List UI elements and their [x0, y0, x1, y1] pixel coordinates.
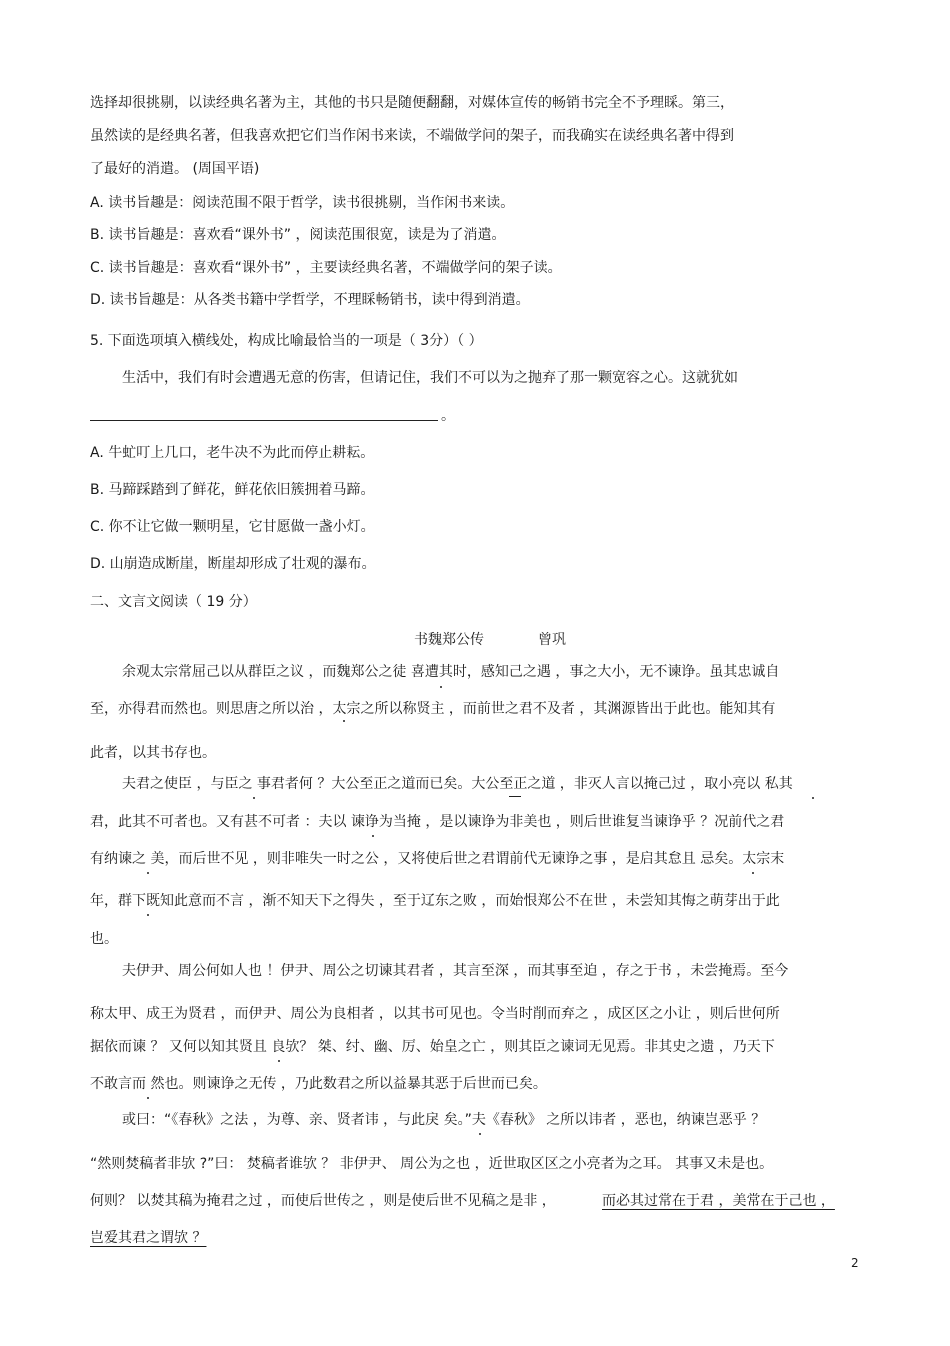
passage-line: 夫君之使臣 ，与臣之 事君者何 ？大公至正之道而已矣。大公至正之道 ，非灭人言以掩己过 ，取小亮以 私其	[122, 776, 793, 792]
passage-line: 至，亦得君而然也。则思唐之所以治 ，太宗之所以称贤主 ，而前世之君不及者 ，其渊源皆出于此也。能知其有	[90, 701, 776, 717]
underlined-sentence: 而必其过常在于君 ，美常在于己也 ，	[602, 1193, 835, 1209]
passage-line: 也。	[90, 931, 118, 947]
option-c: C. 你不让它做一颗明星，它甘愿做一盏小灯。	[90, 519, 375, 535]
option-a: A. 牛虻叮上几口，老牛决不为此而停止耕耘。	[90, 445, 375, 461]
underline-mark	[509, 796, 521, 797]
section-heading: 二、文言文阅读（ 19 分）	[90, 594, 257, 610]
emphasis-dot	[440, 686, 442, 688]
underlined-sentence: 岂爱其君之谓欤 ？	[90, 1230, 207, 1246]
question-passage: 生活中，我们有时会遭遇无意的伤害，但请记住，我们不可以为之抛弃了那一颗宽容之心。这就犹如	[122, 370, 738, 386]
passage-line: 选择却很挑剔，以读经典名著为主，其他的书只是随便翻翻，对媒体宣传的畅销书完全不予理睬。第三，	[90, 95, 734, 111]
passage-line: 了最好的消遣。 (周国平语)	[90, 161, 260, 177]
emphasis-dot	[812, 797, 814, 799]
passage-line: 君，此其不可者也。又有甚不可者 ：夫以 谏诤为当掩 ，是以谏诤为非美也 ，则后世谁复当谏诤乎 ？况前代之君	[90, 814, 785, 830]
blank-period: 。	[441, 408, 455, 424]
option-b: B. 马蹄踩踏到了鲜花，鲜花依旧簇拥着马蹄。	[90, 482, 375, 498]
emphasis-dot	[147, 914, 149, 916]
emphasis-dot	[479, 1133, 481, 1135]
passage-line: “然则焚稿者非欤 ?”曰： 焚稿者谁欤 ？ 非伊尹、 周公为之也 ，近世取区区之小亮者为之耳。 其事又未是也。	[90, 1156, 774, 1172]
passage-title: 书魏郑公传	[414, 632, 484, 648]
option-b: B. 读书旨趣是：喜欢看“课外书” ，阅读范围很宽，读是为了消遣。	[90, 227, 506, 243]
passage-line: 有纳谏之 美，而后世不见 ，则非唯失一时之公 ，又将使后世之君谓前代无谏诤之事 ，是启其怠且 忌矣。太宗末	[90, 851, 785, 867]
passage-line: 此者，以其书存也。	[90, 745, 216, 761]
passage-line: 据依而谏 ？ 又何以知其贤且 良欤？ 桀、纣、幽、厉、始皇之亡 ，则其臣之谏词无见焉。非其史之遗 ，乃天下	[90, 1039, 775, 1055]
option-c: C. 读书旨趣是：喜欢看“课外书” ，主要读经典名著，不端做学问的架子读。	[90, 260, 562, 276]
option-a: A. 读书旨趣是：阅读范围不限于哲学，读书很挑剔，当作闲书来读。	[90, 195, 515, 211]
emphasis-dot	[372, 835, 374, 837]
passage-line: 或曰：“《春秋》之法 ，为尊、亲、贤者讳 ，与此戾 矣。”夫《春秋》 之所以讳者 ，恶也，纳谏岂恶乎 ？	[122, 1112, 766, 1128]
option-d: D. 山崩造成断崖，断崖却形成了壮观的瀑布。	[90, 556, 376, 572]
passage-line: 夫伊尹、周公何如人也 ！伊尹、周公之切谏其君者 ，其言至深 ，而其事至迫 ，存之于书 ，未尝掩焉。至今	[122, 963, 789, 979]
emphasis-dot	[253, 797, 255, 799]
passage-line: 年，群下既知此意而不言 ，渐不知天下之得失 ，至于辽东之败 ，而始恨郑公不在世 ，未尝知其悔之萌芽出于此	[90, 893, 780, 909]
emphasis-dot	[343, 720, 345, 722]
option-d: D. 读书旨趣是：从各类书籍中学哲学，不理睬畅销书，读中得到消遣。	[90, 292, 530, 308]
emphasis-dot	[147, 872, 149, 874]
passage-line: 不敢言而 然也。则谏诤之无传 ，乃此数君之所以益暴其恶于后世而已矣。	[90, 1076, 547, 1092]
passage-line: 何则？ 以焚其稿为掩君之过 ，而使后世传之 ，则是使后世不见稿之是非 ，	[90, 1193, 556, 1209]
passage-line: 称太甲、成王为贤君 ，而伊尹、周公为良相者 ，以其书可见也。令当时削而弃之 ，成区区之小让 ，则后世何所	[90, 1006, 780, 1022]
answer-blank	[90, 420, 438, 421]
question-stem: 5. 下面选项填入横线处，构成比喻最恰当的一项是（ 3分）（ ）	[90, 333, 483, 349]
passage-author: 曾巩	[538, 632, 566, 648]
passage-line: 虽然读的是经典名著，但我喜欢把它们当作闲书来读，不端做学问的架子，而我确实在读经典名著中得到	[90, 128, 734, 144]
emphasis-dot	[278, 1060, 280, 1062]
passage-line: 余观太宗常屈己以从群臣之议 ，而魏郑公之徒 喜遭其时，感知己之遇 ，事之大小，无不谏诤。虽其忠诚自	[122, 664, 780, 680]
emphasis-dot	[752, 872, 754, 874]
emphasis-dot	[147, 1097, 149, 1099]
page-number: 2	[851, 1256, 859, 1270]
